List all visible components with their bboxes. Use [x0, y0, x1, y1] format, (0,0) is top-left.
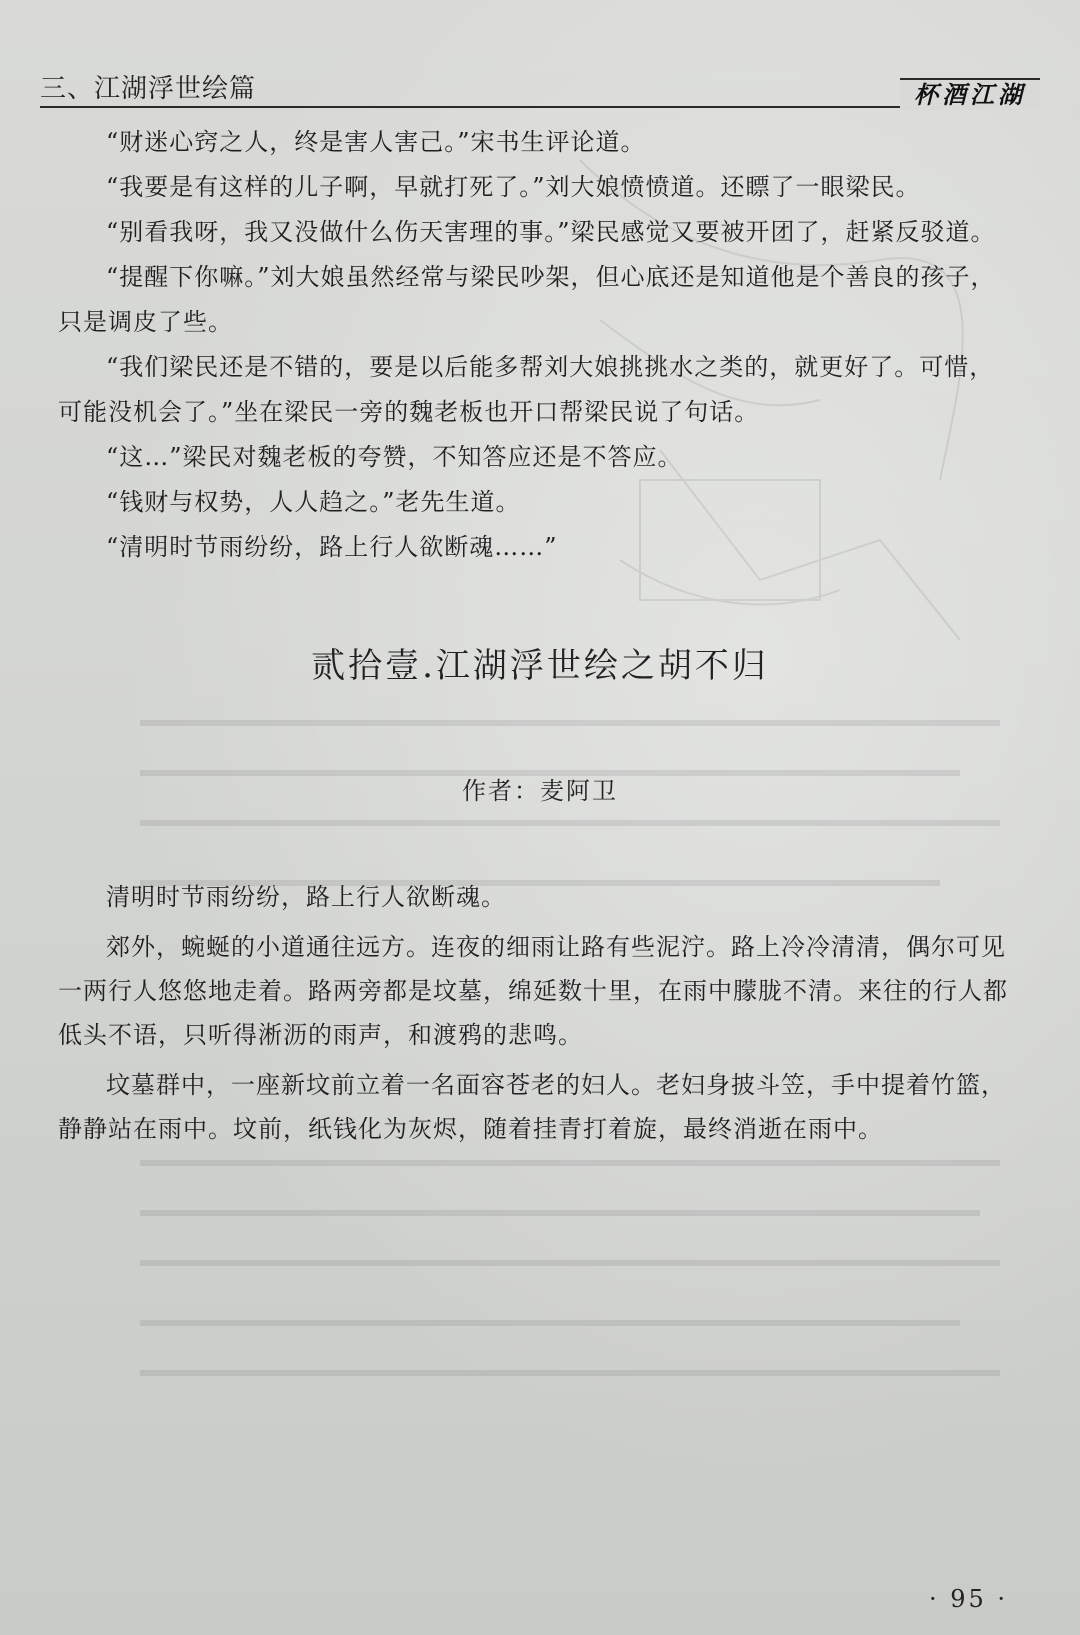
book-title: 杯酒江湖 — [900, 78, 1040, 110]
dialogue-block — [58, 120, 1018, 570]
section-title: 三、江湖浮世绘篇 — [40, 74, 257, 104]
chapter-paragraph: 郊外，蜿蜒的小道通往远方。连夜的细雨让路有些泥泞。路上冷冷清清，偶尔可见一两行人悠悠地走着。路两旁都是坟墓，绵延数十里，在雨中朦胧不清。来往的行人都低头不语，只听得淅沥的雨声，和渡鸦的悲鸣。 — [58, 933, 1008, 1049]
chapter-paragraph: 清明时节雨纷纷，路上行人欲断魂。 — [106, 883, 506, 911]
dialogue-line: “这…”梁民对魏老板的夸赞，不知答应还是不答应。 — [106, 443, 683, 471]
page-number: · 95 · — [928, 1585, 1008, 1613]
chapter-title: 贰拾壹.江湖浮世绘之胡不归 — [311, 646, 769, 686]
chapter-author: 作者：麦阿卫 — [462, 777, 618, 805]
dialogue-line: “提醒下你嘛。”刘大娘虽然经常与梁民吵架，但心底还是知道他是个善良的孩子，只是调皮了些。 — [58, 263, 996, 336]
dialogue-line: “我们梁民还是不错的，要是以后能多帮刘大娘挑挑水之类的，就更好了。可惜，可能没机会了。”坐在梁民一旁的魏老板也开口帮梁民说了句话。 — [58, 353, 995, 426]
running-header — [40, 58, 1040, 118]
chapter-body — [58, 875, 1018, 1157]
dialogue-line: “清明时节雨纷纷，路上行人欲断魂……” — [106, 533, 558, 561]
dialogue-line: “别看我呀，我又没做什么伤天害理的事。”梁民感觉又要被开团了，赶紧反驳道。 — [106, 218, 996, 246]
dialogue-line: “财迷心窍之人，终是害人害己。”宋书生评论道。 — [106, 128, 646, 156]
dialogue-line: “钱财与权势，人人趋之。”老先生道。 — [106, 488, 521, 516]
chapter-paragraph: 坟墓群中，一座新坟前立着一名面容苍老的妇人。老妇身披斗笠，手中提着竹篮，静静站在雨中。坟前，纸钱化为灰烬，随着挂青打着旋，最终消逝在雨中。 — [58, 1071, 1006, 1143]
dialogue-line: “我要是有这样的儿子啊，早就打死了。”刘大娘愤愤道。还瞟了一眼梁民。 — [106, 173, 921, 201]
header-rule — [40, 106, 1040, 108]
